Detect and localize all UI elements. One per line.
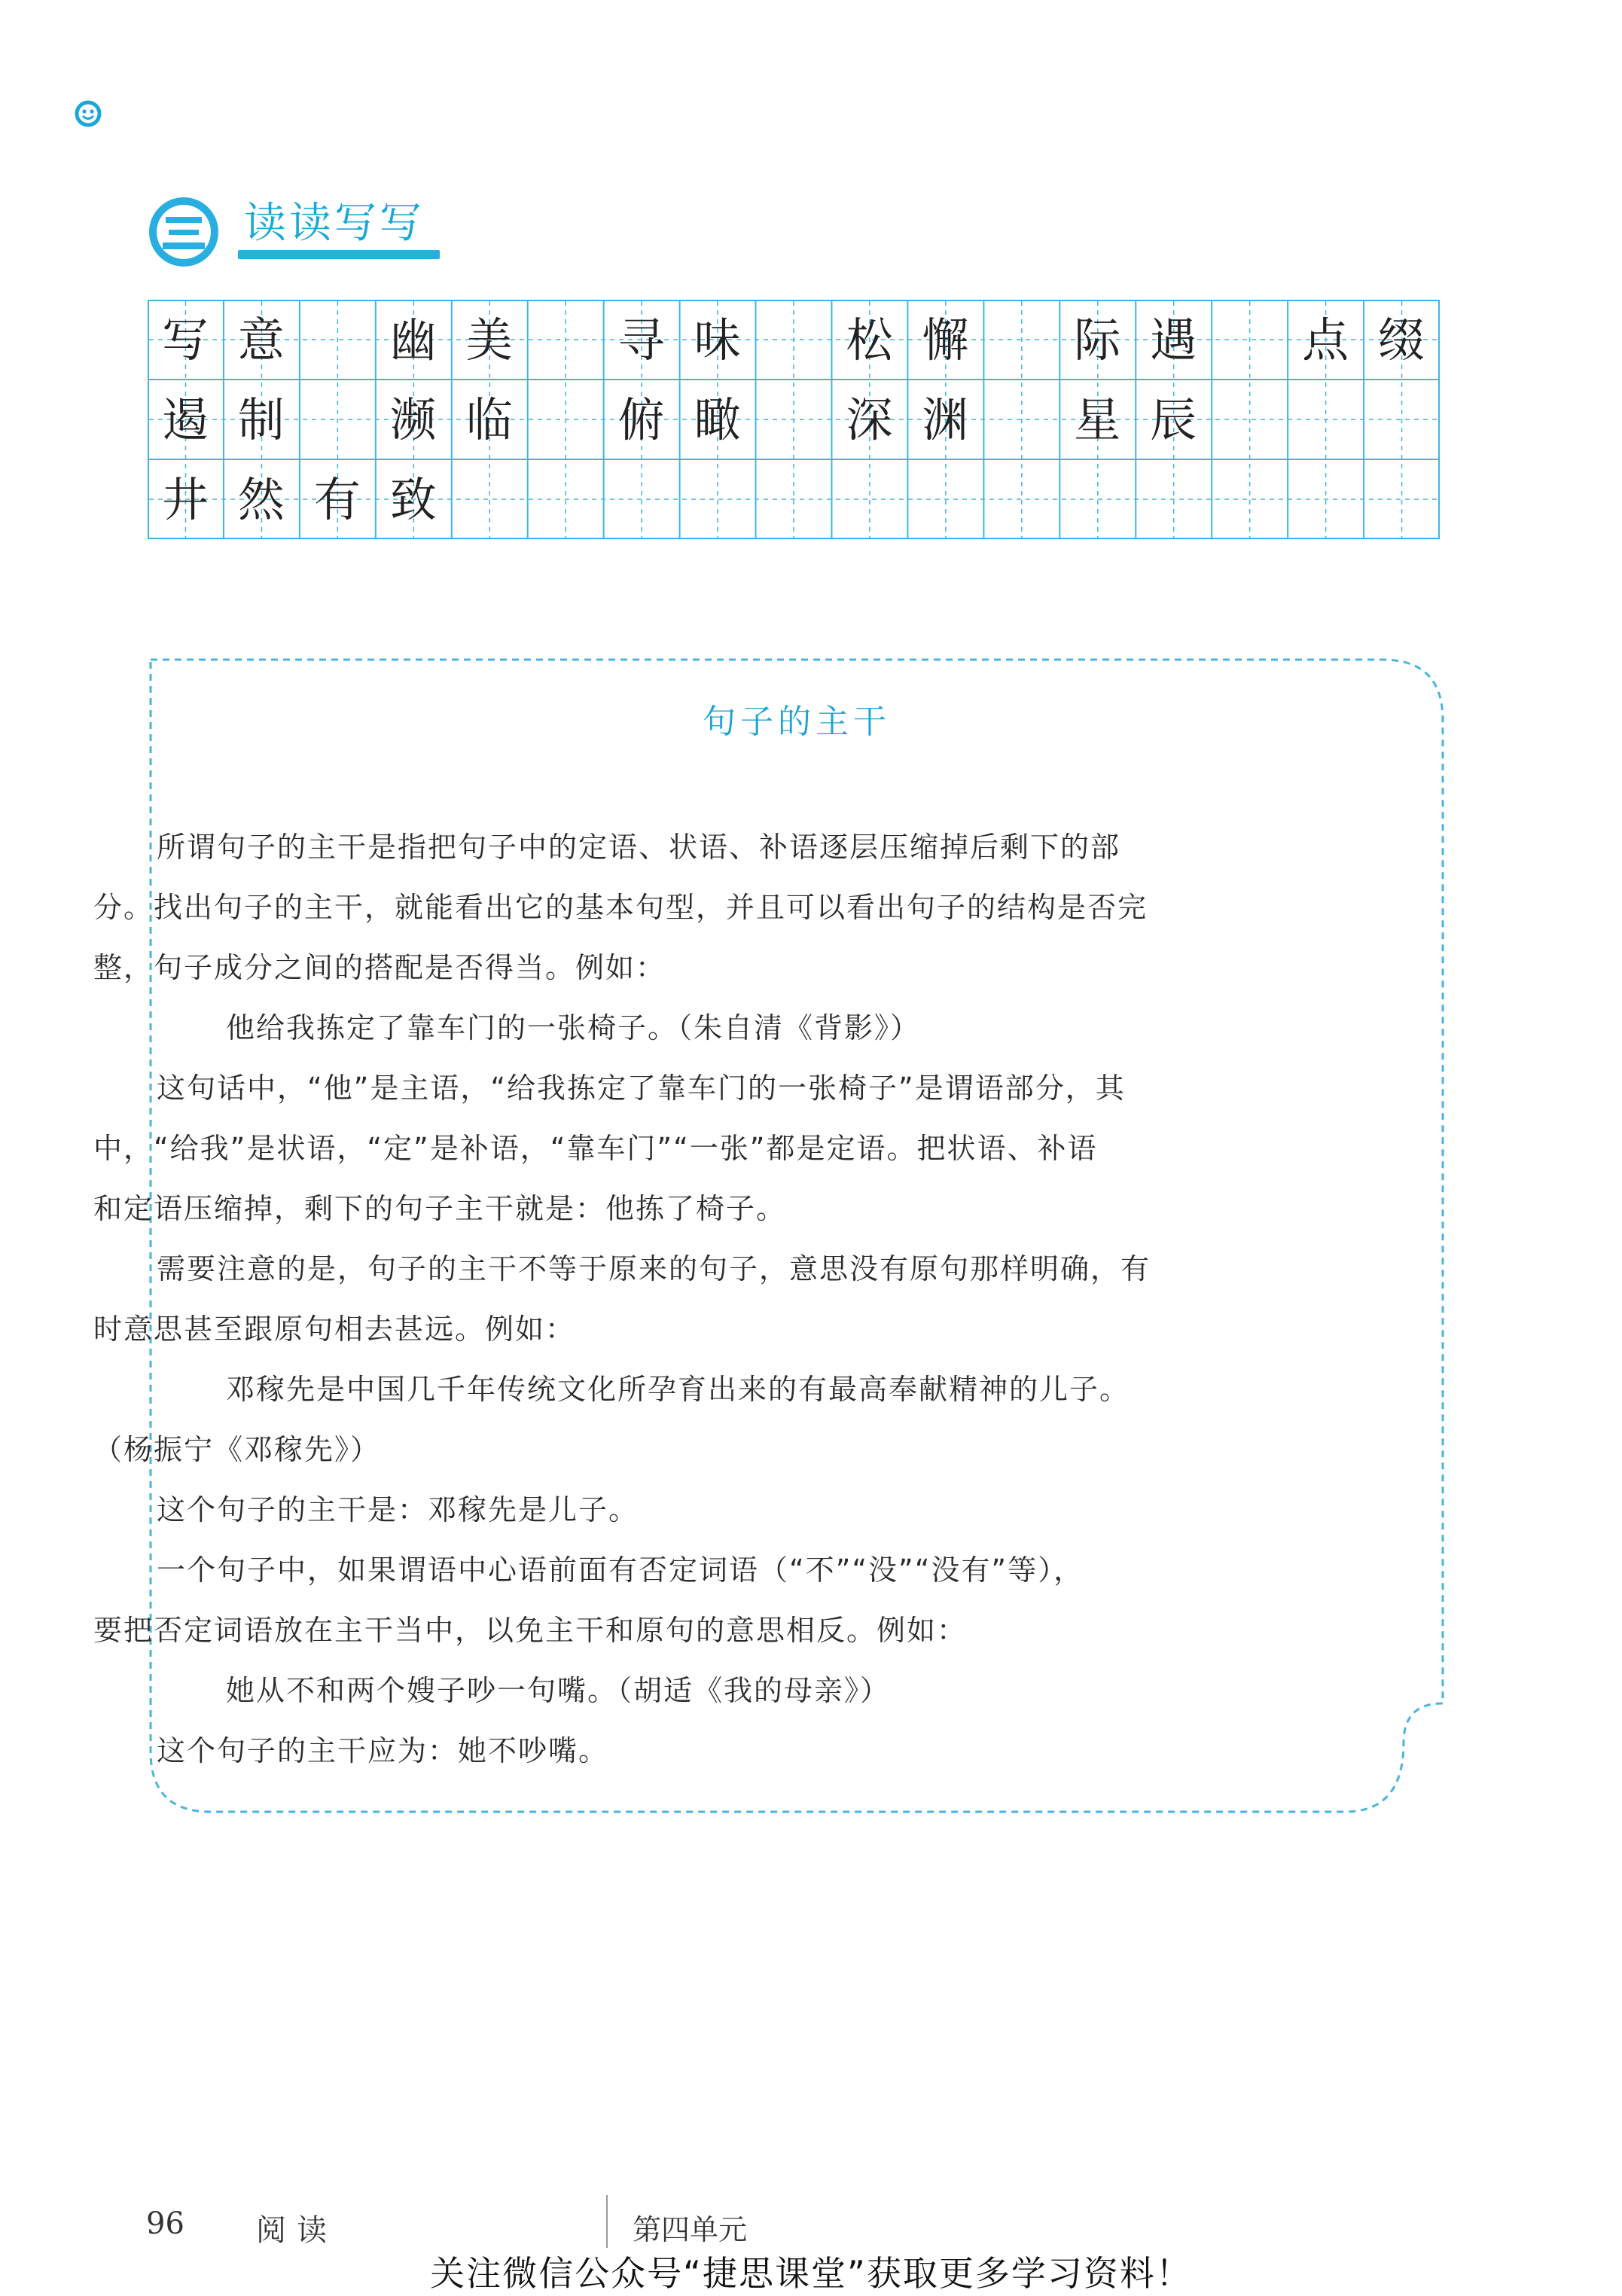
panel-line: 这个句子的主干应为：她不吵嘴。 <box>157 1734 609 1767</box>
vocab-char: 然 <box>237 472 285 527</box>
section-number-badge <box>148 196 220 268</box>
section-heading <box>148 188 464 271</box>
vocab-char: 制 <box>237 392 285 447</box>
vocab-char: 濒 <box>389 392 437 447</box>
footer-divider <box>606 2195 608 2248</box>
vocab-char: 味 <box>694 313 741 367</box>
vocab-char: 渊 <box>922 392 969 447</box>
panel-line: 分。找出句子的主干，就能看出它的基本句型，并且可以看出句子的结构是否完 <box>93 891 1148 924</box>
vocab-char: 井 <box>161 472 209 527</box>
panel-line: 这句话中，“他”是主语，“给我拣定了靠车门的一张椅子”是谓语部分，其 <box>157 1072 1126 1105</box>
section-title: 读读写写 <box>244 199 425 248</box>
section-underline <box>238 250 440 259</box>
panel-line: 和定语压缩掉，剩下的句子主干就是：他拣了椅子。 <box>93 1192 787 1225</box>
smiley-icon <box>74 99 102 128</box>
section-label: 阅读 <box>256 2213 337 2248</box>
vocab-char: 懈 <box>922 313 969 367</box>
panel-title: 句子的主干 <box>703 703 891 741</box>
panel-line: 邓稼先是中国几千年传统文化所孕育出来的有最高奉献精神的儿子。 <box>226 1373 1130 1406</box>
vocabulary-grid <box>148 300 1440 539</box>
vocab-char: 点 <box>1302 313 1349 367</box>
knowledge-panel <box>93 649 1446 1815</box>
page-number: 96 <box>146 2206 184 2241</box>
vocab-char: 致 <box>389 472 437 527</box>
panel-line: 一个句子中，如果谓语中心语前面有否定词语（“不”“没”“没有”等）， <box>157 1554 1084 1587</box>
panel-line: 要把否定词语放在主干当中，以免主干和原句的意思相反。例如： <box>93 1614 968 1647</box>
watermark-notice: 关注微信公众号“捷思课堂”获取更多学习资料！ <box>430 2253 1192 2294</box>
vocab-char: 缀 <box>1378 313 1425 367</box>
vocab-char: 美 <box>465 313 513 367</box>
panel-line: 需要注意的是，句子的主干不等于原来的句子，意思没有原句那样明确，有 <box>157 1252 1151 1285</box>
vocab-char: 幽 <box>389 313 437 367</box>
vocab-char: 松 <box>846 313 893 367</box>
panel-line: （杨振宁《邓稼先》） <box>93 1433 381 1466</box>
vocab-char: 意 <box>237 313 285 367</box>
panel-line: 这个句子的主干是：邓稼先是儿子。 <box>157 1493 639 1526</box>
vocab-char: 俯 <box>617 392 665 447</box>
panel-line: 整，句子成分之间的搭配是否得当。例如： <box>93 951 666 984</box>
panel-line: 时意思甚至跟原句相去甚远。例如： <box>93 1313 576 1346</box>
vocab-char: 遇 <box>1150 313 1197 367</box>
panel-line: 所谓句子的主干是指把句子中的定语、状语、补语逐层压缩掉后剩下的部 <box>157 831 1121 864</box>
vocab-char: 写 <box>161 313 209 367</box>
panel-line: 中，“给我”是状语，“定”是补语，“靠车门”“一张”都是定语。把状语、补语 <box>93 1132 1098 1165</box>
vocab-char: 深 <box>846 392 893 447</box>
vocab-char: 星 <box>1074 392 1121 447</box>
vocab-char: 瞰 <box>694 392 741 447</box>
panel-line: 她从不和两个嫂子吵一句嘴。（胡适《我的母亲》） <box>226 1674 891 1707</box>
vocab-char: 辰 <box>1150 392 1197 447</box>
vocab-char: 有 <box>313 472 361 527</box>
vocab-char: 际 <box>1074 313 1121 367</box>
vocab-char: 遏 <box>161 392 209 447</box>
vocab-char: 临 <box>465 392 513 447</box>
panel-line: 他给我拣定了靠车门的一张椅子。（朱自清《背影》） <box>226 1011 921 1044</box>
unit-label: 第四单元 <box>633 2213 748 2246</box>
vocab-char: 寻 <box>617 313 665 367</box>
